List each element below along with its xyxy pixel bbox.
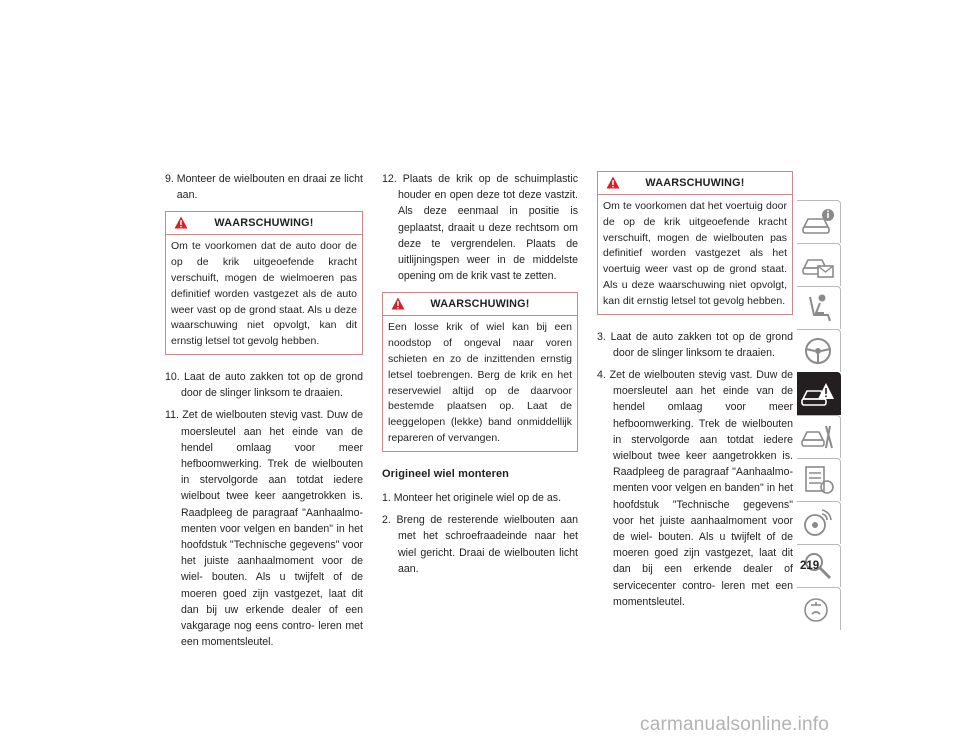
seat-person-icon — [800, 291, 836, 325]
step-9 — [165, 171, 363, 203]
specifications-list-icon — [800, 463, 836, 497]
step-number: 9. — [165, 173, 177, 185]
step-number: 1. — [382, 492, 394, 504]
warning-box — [165, 211, 363, 355]
step-2: 2. Breng de resterende wielbouten aan met het schroefraadeinde naar het wiel gericht. Draai de wielbouten licht aan. — [382, 514, 578, 575]
warning-header — [166, 212, 362, 235]
step-1 — [382, 490, 578, 506]
column-left — [165, 171, 363, 656]
car-envelope-icon — [800, 248, 836, 282]
multimedia-icon — [800, 506, 836, 540]
warning-text: Een losse krik of wiel kan bij een noodstop of ongeval naar voren schieten en zo de inzittenden ernstig letsel toebrengen. Berg de krik en het reservewiel altijd op de daarvoor bestemde plaatsen op. Laat de leeggelopen (lekke) band onmiddellijk repareren of vervangen. — [388, 321, 572, 444]
warning-title: WAARSCHUWING! — [430, 298, 530, 311]
tab-car-envelope[interactable] — [797, 243, 841, 286]
tab-emergency[interactable] — [797, 372, 841, 415]
step-12: 12. Plaats de krik op de schuimplastic houder en open deze tot deze vastzit. Als deze eenmaal in positie is geplaatst, draait u deze rechtsom om deze te vergrendelen. Plaats de uitlijningspen weer in de middelste opening om de krik vast te zetten. — [382, 173, 578, 283]
step-text: Monteer de wielbouten en draai ze licht aan. — [176, 173, 363, 202]
warning-triangle-icon — [391, 297, 405, 310]
tab-car-info[interactable] — [797, 200, 841, 243]
warning-text: Om te voorkomen dat het voertuig door de op de krik uitgeoefende kracht verschuift, mogen de wielbouten pas definitief worden vastgezet als het voertuig weer vast op de grond staat. Als u deze waarschuwing niet opvolgt, kan dit ernstig letsel tot gevolg hebben. — [603, 200, 787, 307]
step-text: Monteer het originele wiel op de as. — [393, 492, 562, 504]
column-middle — [382, 171, 578, 583]
tab-multimedia[interactable] — [797, 501, 841, 544]
warning-header — [598, 172, 792, 195]
watermark: carmanualsonline.info — [640, 714, 830, 735]
warning-header — [383, 293, 577, 316]
step-4: 4. Zet de wielbouten stevig vast. Duw de moersleutel aan het einde van de hendel omlaag voor meer hefboomwerking. Trek de wielbouten in stervolgorde aan totdat iedere wielbout twee keer aangetrokken is. Raadpleeg de paragraaf "Aanhaalmo- menten voor velgen en banden" in het hoofdstuk "Technische gegevens" voor het juiste aanhaalmoment voor de wiel- bouten. Als u twijfelt of de moeren goed zijn vastgezet, laat dit dan bij een erkende dealer of servicecenter contro- leren met een momentsleutel. — [597, 368, 793, 608]
car-info-icon — [800, 205, 836, 239]
warning-triangle-icon — [606, 176, 620, 189]
step-11: 11. Zet de wielbouten stevig vast. Duw de moersleutel aan het einde van de hendel omlaag voor meer hefboomwerking. Trek de wielbouten in stervolgorde aan totdat iedere wielbout twee keer aangetrokken is. Raadpleeg de paragraaf "Aanhaalmo- menten voor velgen en banden" in het hoofdstuk "Technische gegevens" voor het juiste aanhaalmoment voor de wiel- bouten. Als u twijfelt of de moeren goed zijn vastgezet, laat dit dan bij uw erkende dealer of een vakgarage nog eens contro- leren met een momentsleutel. — [165, 409, 363, 649]
language-icon — [800, 592, 836, 626]
tab-maintenance[interactable] — [797, 415, 841, 458]
page-number: 219 — [800, 560, 820, 572]
column-right — [597, 171, 793, 616]
warning-title: WAARSCHUWING! — [645, 177, 745, 189]
warning-box — [382, 292, 578, 451]
step-3: 3. Laat de auto zakken tot op de grond door de slinger linksom te draaien. — [597, 330, 793, 359]
tab-steering[interactable] — [797, 329, 841, 372]
section-heading: Origineel wiel monteren — [382, 467, 509, 480]
tab-specifications[interactable] — [797, 458, 841, 501]
step-10: 10. Laat de auto zakken tot op de grond door de slinger linksom te draaien. — [165, 370, 363, 400]
tab-seat[interactable] — [797, 286, 841, 329]
car-wrench-icon — [800, 420, 836, 454]
warning-box — [597, 171, 793, 315]
steering-wheel-icon — [800, 334, 836, 368]
warning-text: Om te voorkomen dat de auto door de op de krik uitgeoefende kracht verschuift, mogen de wielmoeren pas definitief worden vastgezet als de auto weer vast op de grond staat. Als u deze waarschuwing niet opvolgt, kan dit ernstig letsel tot gevolg hebben. — [171, 240, 357, 348]
warning-triangle-icon — [174, 216, 188, 229]
car-warning-icon — [800, 377, 836, 411]
warning-title: WAARSCHUWING! — [214, 217, 314, 230]
tab-language[interactable] — [797, 587, 841, 630]
